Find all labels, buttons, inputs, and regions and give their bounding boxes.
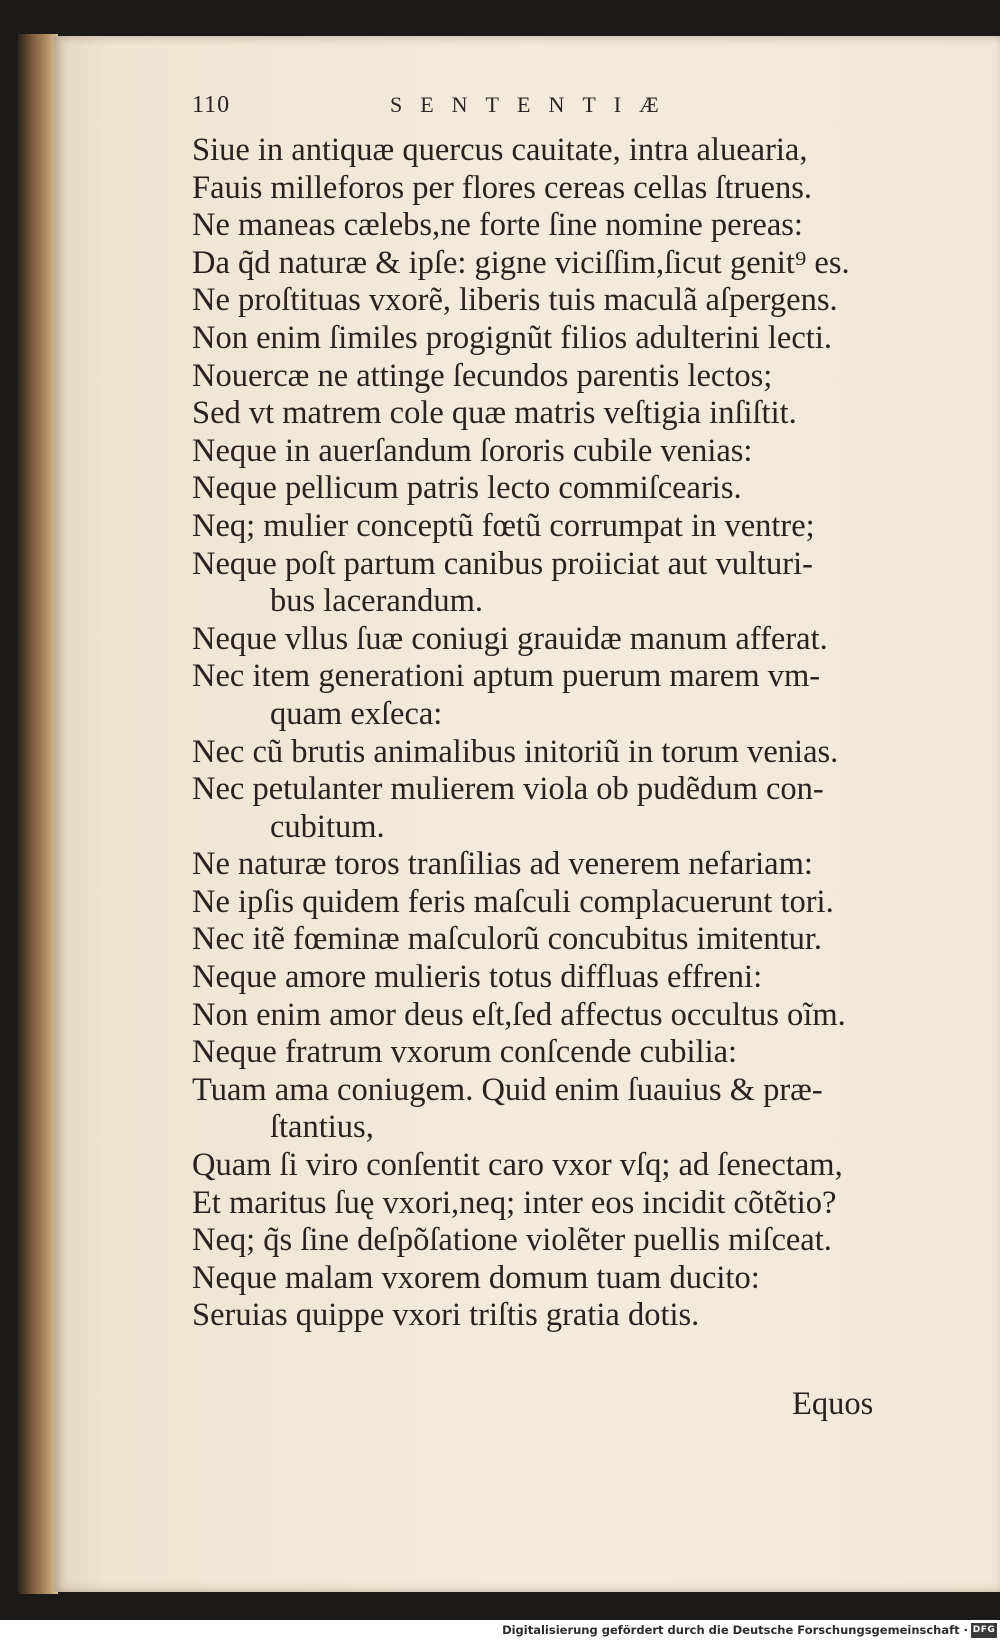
verse-line: bus lacerandum. (270, 583, 483, 620)
verse-line: Ne proſtituas vxorẽ, liberis tuis maculã aſpergens. (192, 282, 838, 319)
verse-line: quam exſeca: (270, 695, 443, 732)
verse-line: Sed vt matrem cole quæ matris veſtigia inſiſtit. (192, 395, 797, 432)
verse-line: Nec itẽ fœminæ maſculorũ concubitus imitentur. (192, 921, 823, 958)
running-title: SENTENTIÆ (390, 92, 677, 117)
verse-line: Neque amore mulieris totus diffluas effreni: (192, 959, 763, 996)
verse-line: Fauis milleforos per flores cereas cellas ſtruens. (192, 169, 812, 206)
verse-line: Nouercæ ne attinge ſecundos parentis lectos; (192, 357, 773, 394)
funding-credit: Digitalisierung gefördert durch die Deutsche Forschungsgemeinschaft · (502, 1623, 968, 1637)
verse-text-block (192, 132, 916, 1335)
catchword: Equos (792, 1386, 874, 1422)
verse-line: Seruias quippe vxori triſtis gratia dotis. (192, 1297, 700, 1334)
digitization-footer (0, 1620, 1000, 1643)
verse-line: Neque malam vxorem domum tuam ducito: (192, 1259, 760, 1296)
verse-line: Nec item generationi aptum puerum marem vm- (192, 658, 821, 695)
verse-line: Neque vllus ſuæ coniugi grauidæ manum afferat. (192, 620, 828, 657)
verse-line: Neque pellicum patris lecto commiſcearis. (192, 470, 742, 507)
verse-line: Siue in antiquæ quercus cauitate, intra aluearia, (192, 132, 808, 168)
verse-line: cubitum. (270, 808, 385, 845)
verse-line: Neque in auerſandum ſororis cubile venias: (192, 432, 753, 469)
book-spine-edge (18, 34, 58, 1594)
page-number: 110 (192, 92, 231, 118)
verse-line: Neq; q̃s ſine deſpõſatione violẽter puellis miſceat. (192, 1222, 832, 1259)
verse-line: Tuam ama coniugem. Quid enim ſuauius & præ- (192, 1071, 823, 1108)
verse-line: Neq; mulier conceptũ fœtũ corrumpat in ventre; (192, 507, 815, 544)
verse-line: Nec petulanter mulierem viola ob pudẽdum con- (192, 771, 824, 808)
page-header (192, 92, 912, 122)
verse-line: Da q̃d naturæ & ipſe: gigne viciſſim,ſicut genit⁹ es. (192, 244, 850, 281)
verse-line: Et maritus ſuę vxori,neq; inter eos incidit cõtẽtio? (192, 1184, 837, 1221)
verse-line: Ne naturæ toros tranſilias ad venerem nefariam: (192, 846, 813, 883)
verse-line: ſtantius, (270, 1109, 374, 1146)
verse-line: Ne maneas cælebs,ne forte ſine nomine pereas: (192, 207, 803, 244)
verse-line: Non enim ſimiles progignũt filios adulterini lecti. (192, 319, 832, 356)
verse-line: Quam ſi viro conſentit caro vxor vſq; ad ſenectam, (192, 1147, 843, 1184)
verse-line: Neque poſt partum canibus proiiciat aut vulturi- (192, 545, 813, 582)
dfg-logo: DFG (971, 1623, 997, 1638)
verse-line: Ne ipſis quidem feris maſculi complacuerunt tori. (192, 883, 834, 920)
verse-line: Neque fratrum vxorum conſcende cubilia: (192, 1034, 738, 1071)
verse-line: Nec cũ brutis animalibus initoriũ in torum venias. (192, 733, 839, 770)
verse-line: Non enim amor deus eſt,ſed affectus occultus oĩm. (192, 996, 846, 1033)
